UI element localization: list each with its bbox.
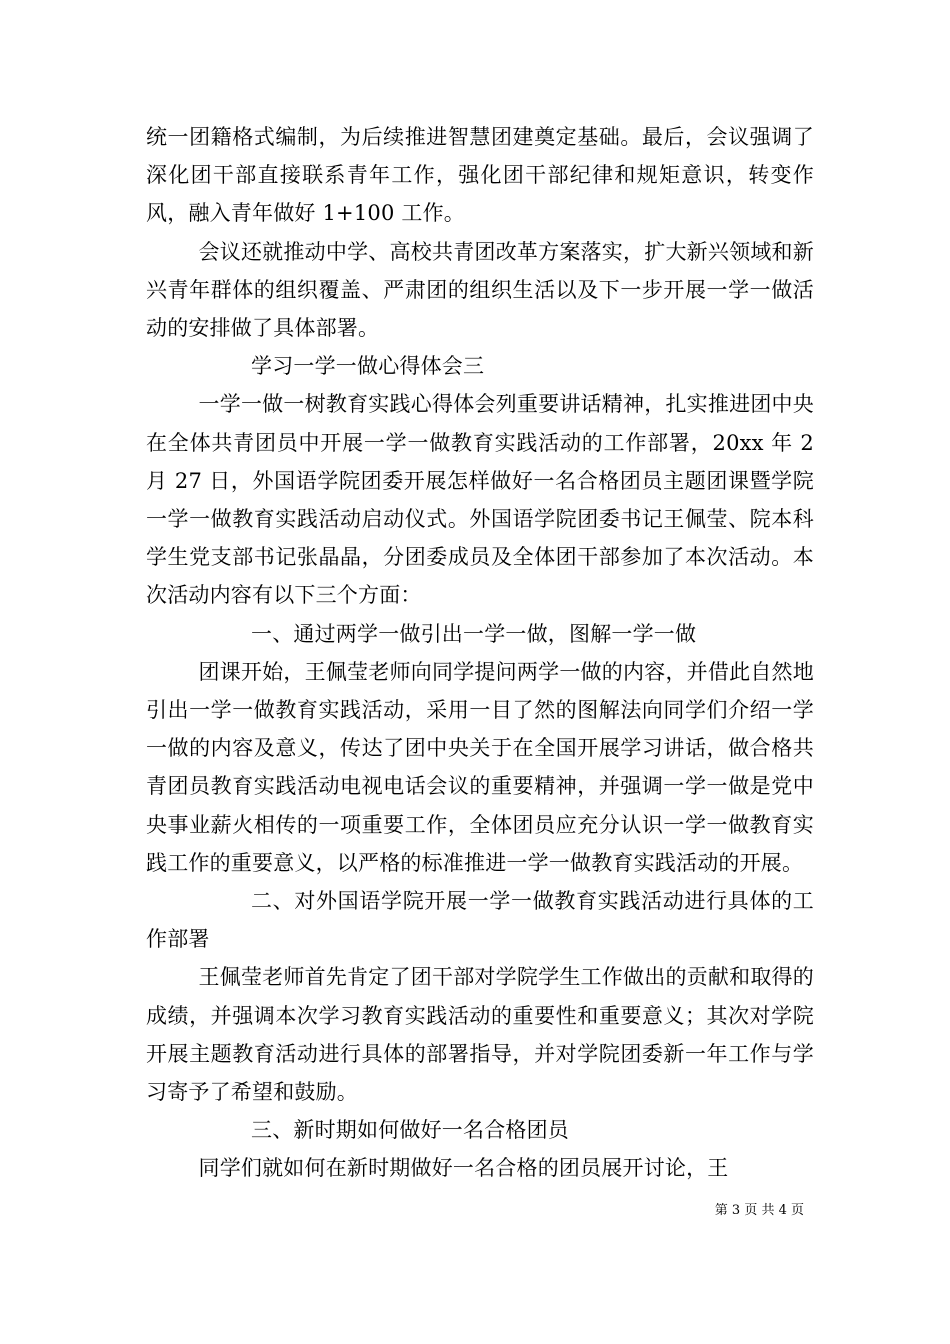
page-footer	[715, 1203, 804, 1219]
subheading-one: 一、通过两学一做引出一学一做，图解一学一做	[251, 621, 697, 646]
page-number: 第 3 页 共 4 页	[714, 1203, 804, 1218]
paragraph-two: 王佩莹老师首先肯定了团干部对学院学生工作做出的贡献和取得的成绩，并强调本次学习教育实践活动的重要性和重要意义；其次对学院开展主题教育活动进行具体的部署指导，并对学院团委新一年工作与学习寄予了希望和鼓励。	[146, 965, 814, 1105]
paragraph-meeting-deployment: 会议还就推动中学、高校共青团改革方案落实，扩大新兴领域和新兴青年群体的组织覆盖、严肃团的组织生活以及下一步开展一学一做活动的安排做了具体部署。	[146, 239, 814, 341]
document-body	[146, 118, 814, 1188]
paragraph-continuation: 统一团籍格式编制，为后续推进智慧团建奠定基础。最后，会议强调了深化团干部直接联系青年工作，强化团干部纪律和规矩意识，转变作风，融入青年做好 1+100 工作。	[146, 125, 814, 226]
paragraph-one: 团课开始，王佩莹老师向同学提问两学一做的内容，并借此自然地引出一学一做教育实践活动，采用一目了然的图解法向同学们介绍一学一做的内容及意义，传达了团中央关于在全国开展学习讲话，做合格共青团员教育实践活动电视电话会议的重要精神，并强调一学一做是党中央事业薪火相传的一项重要工作，全体团员应充分认识一学一做教育实践工作的重要意义，以严格的标准推进一学一做教育实践活动的开展。	[146, 659, 814, 875]
paragraph-intro: 一学一做一树教育实践心得体会列重要讲话精神，扎实推进团中央在全体共青团员中开展一学一做教育实践活动的工作部署，20xx 年 2 月 27 日，外国语学院团委开展怎样做好一名合格团员主题团课暨学院一学一做教育实践活动启动仪式。外国语学院团委书记王佩莹、院本科学生党支部书记张晶晶，分团委成员及全体团干部参加了本次活动。本次活动内容有以下三个方面：	[146, 392, 814, 608]
paragraph-three: 同学们就如何在新时期做好一名合格的团员展开讨论，王	[198, 1156, 729, 1181]
section-title: 学习一学一做心得体会三	[251, 354, 485, 379]
subheading-two: 二、对外国语学院开展一学一做教育实践活动进行具体的工作部署	[146, 889, 814, 952]
subheading-three: 三、新时期如何做好一名合格团员	[251, 1118, 569, 1143]
